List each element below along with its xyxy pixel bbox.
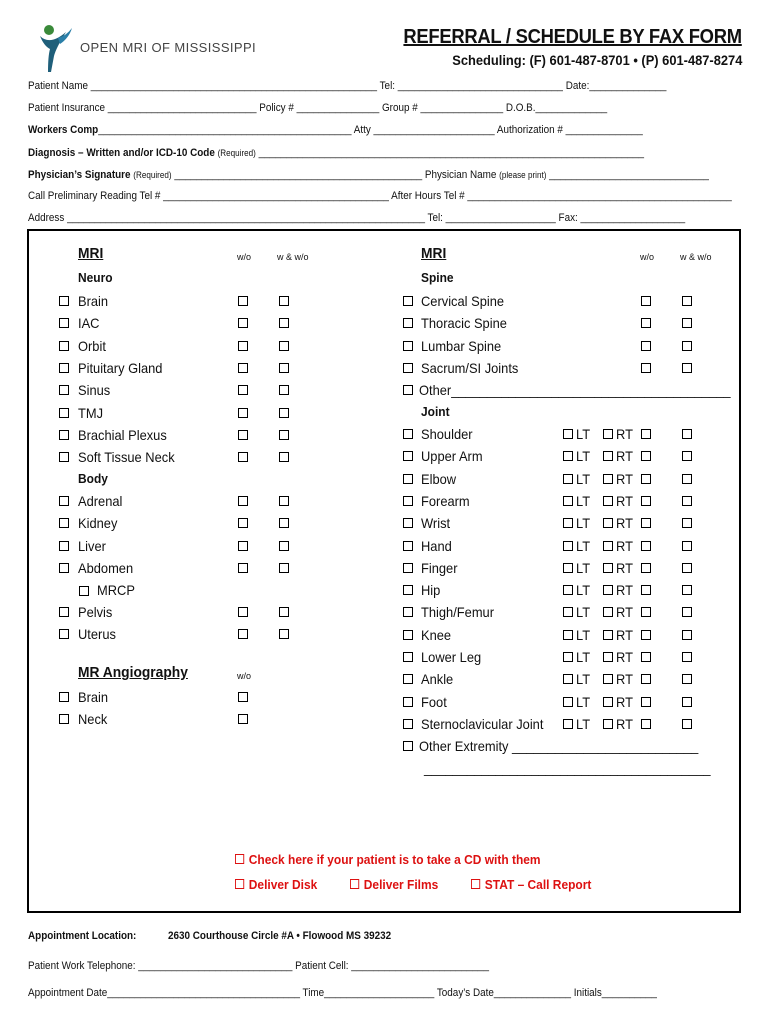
joint-rt-checkbox[interactable] bbox=[603, 563, 613, 573]
spine-wwo-checkbox[interactable] bbox=[682, 341, 692, 351]
physician-name-line: _____________________________ bbox=[549, 169, 709, 181]
neuro-label: Neuro bbox=[78, 270, 113, 285]
deliver-films-checkbox[interactable] bbox=[350, 879, 359, 889]
other-extremity-line: ________________________________________ bbox=[424, 760, 711, 776]
other-extremity-field: Other Extremity __________________________ bbox=[419, 738, 699, 754]
joint-rt-checkbox[interactable] bbox=[603, 429, 613, 439]
spine-other-field: Other_______________________________________ bbox=[419, 382, 731, 398]
neuro-item-checkbox[interactable] bbox=[59, 318, 69, 328]
joint-rt-checkbox[interactable] bbox=[603, 607, 613, 617]
joint-rt-label: RT bbox=[616, 515, 633, 531]
joint-wwo-checkbox[interactable] bbox=[682, 674, 692, 684]
joint-lt-checkbox[interactable] bbox=[563, 563, 573, 573]
joint-lt-label: LT bbox=[576, 649, 591, 665]
joint-rt-label: RT bbox=[616, 604, 633, 620]
body-item-label: Adrenal bbox=[78, 493, 123, 509]
right-col-wo: w/o bbox=[640, 252, 655, 262]
joint-item-label: Wrist bbox=[421, 515, 451, 531]
patient-name-field[interactable]: Patient Name ____________________________________________________ Tel: ______________________________ Date:______________ bbox=[28, 80, 667, 92]
logo-text: OPEN MRI OF MISSISSIPPI bbox=[80, 40, 257, 55]
left-col-wwo: w & w/o bbox=[277, 252, 309, 262]
joint-rt-checkbox[interactable] bbox=[603, 719, 613, 729]
joint-wwo-checkbox[interactable] bbox=[682, 719, 692, 729]
joint-lt-checkbox[interactable] bbox=[563, 674, 573, 684]
location-value: 2630 Courthouse Circle #A • Flowood MS 39232 bbox=[168, 930, 392, 942]
body-wwo-checkbox[interactable] bbox=[279, 496, 289, 506]
deliver-disk-label: Deliver Disk bbox=[248, 877, 318, 892]
joint-wo-checkbox[interactable] bbox=[641, 518, 651, 528]
joint-rt-label: RT bbox=[616, 627, 633, 643]
joint-lt-checkbox[interactable] bbox=[563, 630, 573, 640]
neuro-item-checkbox[interactable] bbox=[59, 408, 69, 418]
joint-rt-checkbox[interactable] bbox=[603, 496, 613, 506]
joint-wwo-checkbox[interactable] bbox=[682, 429, 692, 439]
joint-rt-label: RT bbox=[616, 560, 633, 576]
joint-item-checkbox[interactable] bbox=[403, 674, 413, 684]
joint-rt-label: RT bbox=[616, 538, 633, 554]
other-extremity-checkbox[interactable] bbox=[403, 741, 413, 751]
neuro-wwo-checkbox[interactable] bbox=[279, 430, 289, 440]
joint-lt-checkbox[interactable] bbox=[563, 719, 573, 729]
diagnosis-label: Diagnosis – Written and/or ICD-10 Code bbox=[28, 147, 215, 159]
logo-figure-icon bbox=[36, 22, 76, 74]
joint-item-checkbox[interactable] bbox=[403, 518, 413, 528]
spine-wwo-checkbox[interactable] bbox=[682, 318, 692, 328]
joint-rt-checkbox[interactable] bbox=[603, 541, 613, 551]
body-item-label: Uterus bbox=[78, 626, 116, 642]
physician-signature-required: (Required) bbox=[133, 170, 172, 180]
body-wo-checkbox[interactable] bbox=[238, 518, 248, 528]
joint-lt-checkbox[interactable] bbox=[563, 518, 573, 528]
joint-rt-checkbox[interactable] bbox=[603, 518, 613, 528]
joint-wo-checkbox[interactable] bbox=[641, 496, 651, 506]
joint-lt-label: LT bbox=[576, 627, 591, 643]
neuro-item-checkbox[interactable] bbox=[59, 363, 69, 373]
neuro-wo-checkbox[interactable] bbox=[238, 296, 248, 306]
angio-item-checkbox[interactable] bbox=[59, 692, 69, 702]
joint-rt-label: RT bbox=[616, 716, 633, 732]
joint-wwo-checkbox[interactable] bbox=[682, 474, 692, 484]
joint-rt-label: RT bbox=[616, 448, 633, 464]
joint-item-label: Shoulder bbox=[421, 426, 473, 442]
spine-item-checkbox[interactable] bbox=[403, 363, 413, 373]
neuro-item-label: TMJ bbox=[78, 405, 104, 421]
body-item-checkbox[interactable] bbox=[59, 563, 69, 573]
scheduling-numbers: Scheduling: (F) 601-487-8701 • (P) 601-487-8274 bbox=[451, 52, 742, 68]
deliver-films-label: Deliver Films bbox=[363, 877, 439, 892]
joint-wwo-checkbox[interactable] bbox=[682, 697, 692, 707]
neuro-item-label: Brain bbox=[78, 293, 109, 309]
joint-wwo-checkbox[interactable] bbox=[682, 585, 692, 595]
body-item-checkbox[interactable] bbox=[59, 629, 69, 639]
joint-wo-checkbox[interactable] bbox=[641, 652, 651, 662]
neuro-item-label: IAC bbox=[78, 315, 100, 331]
joint-wo-checkbox[interactable] bbox=[641, 697, 651, 707]
joint-lt-label: LT bbox=[576, 493, 591, 509]
joint-wo-checkbox[interactable] bbox=[641, 630, 651, 640]
neuro-wwo-checkbox[interactable] bbox=[279, 408, 289, 418]
joint-rt-label: RT bbox=[616, 426, 633, 442]
neuro-item-checkbox[interactable] bbox=[59, 296, 69, 306]
joint-item-checkbox[interactable] bbox=[403, 630, 413, 640]
joint-wwo-checkbox[interactable] bbox=[682, 541, 692, 551]
neuro-item-checkbox[interactable] bbox=[59, 385, 69, 395]
body-wwo-checkbox[interactable] bbox=[279, 607, 289, 617]
joint-item-checkbox[interactable] bbox=[403, 607, 413, 617]
mrcp-label: MRCP bbox=[97, 582, 135, 598]
joint-rt-checkbox[interactable] bbox=[603, 652, 613, 662]
joint-lt-checkbox[interactable] bbox=[563, 429, 573, 439]
joint-lt-checkbox[interactable] bbox=[563, 474, 573, 484]
joint-rt-label: RT bbox=[616, 471, 633, 487]
joint-wwo-checkbox[interactable] bbox=[682, 652, 692, 662]
joint-item-checkbox[interactable] bbox=[403, 585, 413, 595]
joint-lt-label: LT bbox=[576, 560, 591, 576]
joint-rt-checkbox[interactable] bbox=[603, 585, 613, 595]
body-item-checkbox[interactable] bbox=[59, 607, 69, 617]
joint-wo-checkbox[interactable] bbox=[641, 541, 651, 551]
body-item-label: Pelvis bbox=[78, 604, 113, 620]
angio-col-wo: w/o bbox=[237, 671, 252, 681]
joint-wwo-checkbox[interactable] bbox=[682, 630, 692, 640]
joint-rt-checkbox[interactable] bbox=[603, 474, 613, 484]
joint-item-label: Foot bbox=[421, 694, 447, 710]
neuro-wwo-checkbox[interactable] bbox=[279, 341, 289, 351]
body-wwo-checkbox[interactable] bbox=[279, 541, 289, 551]
angio-item-label: Brain bbox=[78, 689, 109, 705]
neuro-wwo-checkbox[interactable] bbox=[279, 363, 289, 373]
angio-item-checkbox[interactable] bbox=[59, 714, 69, 724]
neuro-item-label: Brachial Plexus bbox=[78, 427, 167, 443]
call-preliminary-field[interactable]: Call Preliminary Reading Tel # _________________________________________ After Hours Tel # ________________________________________________ bbox=[28, 190, 732, 202]
right-col-wwo: w & w/o bbox=[680, 252, 712, 262]
joint-item-label: Forearm bbox=[421, 493, 470, 509]
spine-label: Spine bbox=[421, 270, 454, 285]
joint-wo-checkbox[interactable] bbox=[641, 585, 651, 595]
neuro-wo-checkbox[interactable] bbox=[238, 363, 248, 373]
body-item-label: Abdomen bbox=[78, 560, 134, 576]
spine-item-label: Lumbar Spine bbox=[421, 338, 502, 354]
body-wwo-checkbox[interactable] bbox=[279, 563, 289, 573]
joint-item-checkbox[interactable] bbox=[403, 429, 413, 439]
joint-lt-label: LT bbox=[576, 426, 591, 442]
workers-comp-line: ______________________________________________ Atty ______________________ Authorization # ______________ bbox=[98, 124, 643, 136]
neuro-wwo-checkbox[interactable] bbox=[279, 385, 289, 395]
joint-lt-checkbox[interactable] bbox=[563, 451, 573, 461]
joint-item-checkbox[interactable] bbox=[403, 652, 413, 662]
neuro-item-checkbox[interactable] bbox=[59, 430, 69, 440]
appointment-date-field[interactable]: Appointment Date___________________________________ Time____________________ Today’s Date______________ Initials__________ bbox=[28, 987, 657, 999]
patient-insurance-field[interactable]: Patient Insurance ___________________________ Policy # _______________ Group # _______________ D.O.B._____________ bbox=[28, 102, 608, 114]
joint-lt-checkbox[interactable] bbox=[563, 496, 573, 506]
joint-item-checkbox[interactable] bbox=[403, 541, 413, 551]
body-item-checkbox[interactable] bbox=[59, 541, 69, 551]
joint-lt-checkbox[interactable] bbox=[563, 652, 573, 662]
neuro-wwo-checkbox[interactable] bbox=[279, 452, 289, 462]
joint-rt-label: RT bbox=[616, 671, 633, 687]
form-title: REFERRAL / SCHEDULE BY FAX FORM bbox=[403, 26, 742, 48]
physician-name-note: (please print) bbox=[499, 170, 547, 180]
spine-item-label: Thoracic Spine bbox=[421, 315, 507, 331]
neuro-wo-checkbox[interactable] bbox=[238, 385, 248, 395]
joint-lt-label: LT bbox=[576, 694, 591, 710]
neuro-wwo-checkbox[interactable] bbox=[279, 296, 289, 306]
joint-item-label: Finger bbox=[421, 560, 458, 576]
neuro-wo-checkbox[interactable] bbox=[238, 452, 248, 462]
neuro-item-label: Sinus bbox=[78, 382, 111, 398]
neuro-item-checkbox[interactable] bbox=[59, 452, 69, 462]
body-wwo-checkbox[interactable] bbox=[279, 629, 289, 639]
physician-signature-label: Physician’s Signature bbox=[28, 169, 131, 181]
joint-item-checkbox[interactable] bbox=[403, 697, 413, 707]
take-cd-checkbox[interactable] bbox=[235, 854, 244, 864]
neuro-item-label: Soft Tissue Neck bbox=[78, 449, 175, 465]
joint-lt-checkbox[interactable] bbox=[563, 541, 573, 551]
diagnosis-required: (Required) bbox=[217, 148, 256, 158]
deliver-disk-option[interactable] bbox=[235, 877, 317, 892]
joint-item-label: Sternoclavicular Joint bbox=[421, 716, 544, 732]
angio-wo-checkbox[interactable] bbox=[238, 692, 248, 702]
mri-left-title: MRI bbox=[78, 245, 104, 262]
neuro-item-label: Orbit bbox=[78, 338, 106, 354]
spine-item-checkbox[interactable] bbox=[403, 296, 413, 306]
spine-wwo-checkbox[interactable] bbox=[682, 296, 692, 306]
joint-rt-checkbox[interactable] bbox=[603, 451, 613, 461]
joint-wwo-checkbox[interactable] bbox=[682, 563, 692, 573]
joint-wo-checkbox[interactable] bbox=[641, 474, 651, 484]
neuro-wo-checkbox[interactable] bbox=[238, 430, 248, 440]
neuro-wwo-checkbox[interactable] bbox=[279, 318, 289, 328]
spine-wo-checkbox[interactable] bbox=[641, 363, 651, 373]
joint-wo-checkbox[interactable] bbox=[641, 563, 651, 573]
body-wo-checkbox[interactable] bbox=[238, 541, 248, 551]
body-wwo-checkbox[interactable] bbox=[279, 518, 289, 528]
joint-item-checkbox[interactable] bbox=[403, 474, 413, 484]
joint-lt-label: LT bbox=[576, 671, 591, 687]
joint-rt-label: RT bbox=[616, 582, 633, 598]
joint-rt-checkbox[interactable] bbox=[603, 630, 613, 640]
spine-wo-checkbox[interactable] bbox=[641, 318, 651, 328]
physician-signature-line: _____________________________________________ Physician Name bbox=[174, 169, 497, 181]
diagnosis-line: ______________________________________________________________________ bbox=[258, 147, 645, 159]
physician-signature-field[interactable] bbox=[28, 169, 709, 181]
spine-item-checkbox[interactable] bbox=[403, 341, 413, 351]
spine-item-label: Sacrum/SI Joints bbox=[421, 360, 519, 376]
joint-item-checkbox[interactable] bbox=[403, 451, 413, 461]
spine-wo-checkbox[interactable] bbox=[641, 341, 651, 351]
body-wo-checkbox[interactable] bbox=[238, 629, 248, 639]
joint-wo-checkbox[interactable] bbox=[641, 429, 651, 439]
spine-other-checkbox[interactable] bbox=[403, 385, 413, 395]
joint-wwo-checkbox[interactable] bbox=[682, 496, 692, 506]
spine-wo-checkbox[interactable] bbox=[641, 296, 651, 306]
joint-rt-label: RT bbox=[616, 493, 633, 509]
angio-item-label: Neck bbox=[78, 711, 108, 727]
neuro-item-label: Pituitary Gland bbox=[78, 360, 163, 376]
body-item-label: Kidney bbox=[78, 515, 118, 531]
order-box bbox=[27, 229, 741, 913]
angio-title: MR Angiography bbox=[78, 664, 188, 681]
location-label: Appointment Location: bbox=[28, 930, 137, 942]
joint-lt-checkbox[interactable] bbox=[563, 697, 573, 707]
joint-wwo-checkbox[interactable] bbox=[682, 451, 692, 461]
body-label: Body bbox=[78, 471, 108, 486]
stat-checkbox[interactable] bbox=[471, 879, 480, 889]
neuro-wo-checkbox[interactable] bbox=[238, 341, 248, 351]
mri-right-title: MRI bbox=[421, 245, 447, 262]
joint-item-label: Hip bbox=[421, 582, 441, 598]
joint-wo-checkbox[interactable] bbox=[641, 451, 651, 461]
joint-item-checkbox[interactable] bbox=[403, 496, 413, 506]
joint-wo-checkbox[interactable] bbox=[641, 719, 651, 729]
address-field[interactable]: Address _________________________________________________________________ Tel: ____________________ Fax: ___________________ bbox=[28, 212, 686, 224]
left-col-wo: w/o bbox=[237, 252, 252, 262]
joint-item-checkbox[interactable] bbox=[403, 719, 413, 729]
angio-wo-checkbox[interactable] bbox=[238, 714, 248, 724]
diagnosis-field[interactable] bbox=[28, 147, 644, 159]
joint-lt-label: LT bbox=[576, 716, 591, 732]
workers-comp-label: Workers Comp bbox=[28, 124, 99, 136]
joint-item-label: Elbow bbox=[421, 471, 457, 487]
joint-item-label: Ankle bbox=[421, 671, 454, 687]
body-item-checkbox[interactable] bbox=[59, 496, 69, 506]
body-item-label: Liver bbox=[78, 538, 106, 554]
joint-lt-label: LT bbox=[576, 515, 591, 531]
body-wo-checkbox[interactable] bbox=[238, 563, 248, 573]
workers-comp-field[interactable] bbox=[28, 124, 643, 136]
body-wo-checkbox[interactable] bbox=[238, 496, 248, 506]
neuro-wo-checkbox[interactable] bbox=[238, 318, 248, 328]
spine-wwo-checkbox[interactable] bbox=[682, 363, 692, 373]
joint-item-checkbox[interactable] bbox=[403, 563, 413, 573]
joint-lt-label: LT bbox=[576, 538, 591, 554]
joint-lt-checkbox[interactable] bbox=[563, 585, 573, 595]
deliver-films-option[interactable] bbox=[350, 877, 438, 892]
mrcp-checkbox[interactable] bbox=[79, 586, 89, 596]
joint-wwo-checkbox[interactable] bbox=[682, 518, 692, 528]
joint-lt-label: LT bbox=[576, 471, 591, 487]
neuro-item-checkbox[interactable] bbox=[59, 341, 69, 351]
joint-wo-checkbox[interactable] bbox=[641, 607, 651, 617]
take-cd-label: Check here if your patient is to take a CD with them bbox=[248, 852, 541, 867]
joint-lt-checkbox[interactable] bbox=[563, 607, 573, 617]
joint-item-label: Hand bbox=[421, 538, 452, 554]
work-telephone-field[interactable]: Patient Work Telephone: ____________________________ Patient Cell: _________________________ bbox=[28, 960, 489, 972]
joint-item-label: Knee bbox=[421, 627, 452, 643]
joint-wwo-checkbox[interactable] bbox=[682, 607, 692, 617]
deliver-disk-checkbox[interactable] bbox=[235, 879, 244, 889]
stat-label: STAT – Call Report bbox=[484, 877, 592, 892]
body-item-checkbox[interactable] bbox=[59, 518, 69, 528]
joint-item-label: Thigh/Femur bbox=[421, 604, 495, 620]
body-wo-checkbox[interactable] bbox=[238, 607, 248, 617]
neuro-wo-checkbox[interactable] bbox=[238, 408, 248, 418]
joint-item-label: Lower Leg bbox=[421, 649, 482, 665]
joint-rt-checkbox[interactable] bbox=[603, 674, 613, 684]
joint-label: Joint bbox=[421, 404, 450, 419]
joint-lt-label: LT bbox=[576, 448, 591, 464]
stat-option[interactable] bbox=[471, 877, 591, 892]
joint-lt-label: LT bbox=[576, 604, 591, 620]
joint-item-label: Upper Arm bbox=[421, 448, 483, 464]
spine-item-label: Cervical Spine bbox=[421, 293, 505, 309]
joint-lt-label: LT bbox=[576, 582, 591, 598]
spine-item-checkbox[interactable] bbox=[403, 318, 413, 328]
joint-rt-checkbox[interactable] bbox=[603, 697, 613, 707]
joint-wo-checkbox[interactable] bbox=[641, 674, 651, 684]
take-cd-option[interactable] bbox=[235, 852, 541, 867]
joint-rt-label: RT bbox=[616, 649, 633, 665]
logo bbox=[36, 22, 76, 74]
joint-rt-label: RT bbox=[616, 694, 633, 710]
